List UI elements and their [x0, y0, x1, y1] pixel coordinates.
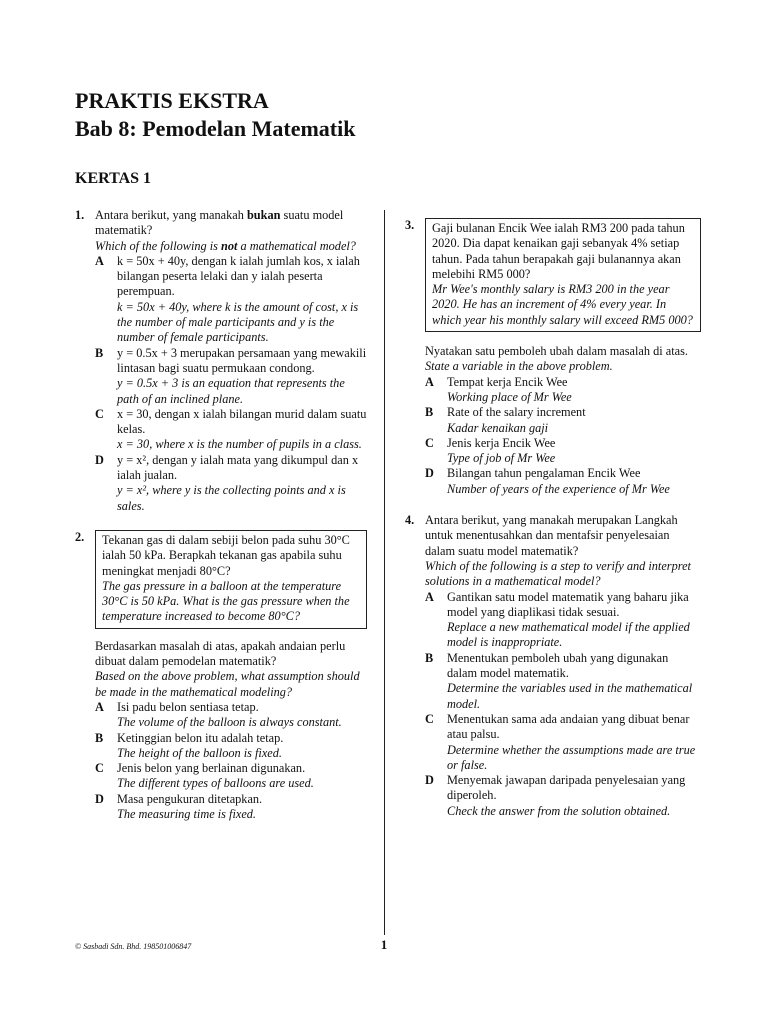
- section-heading: KERTAS 1: [75, 170, 152, 187]
- option-a[interactable]: [95, 700, 367, 731]
- option-text-ms: x = 30, dengan x ialah bilangan murid dalam suatu kelas.: [117, 406, 367, 437]
- option-b[interactable]: [425, 651, 701, 712]
- option-d[interactable]: [425, 773, 701, 819]
- option-text-ms: Jenis kerja Encik Wee: [447, 435, 556, 450]
- question-number: 1.: [75, 208, 85, 222]
- question-4: [405, 513, 701, 819]
- option-text-en: Working place of Mr Wee: [447, 389, 572, 404]
- option-text-ms: Jenis belon yang berlainan digunakan.: [117, 761, 306, 776]
- option-text-ms: y = 0.5x + 3 merupakan persamaan yang mewakili lintasan bagi suatu permukaan condong.: [117, 345, 367, 375]
- copyright-footer: © Sasbadi Sdn. Bhd. 198501006847: [75, 942, 192, 951]
- question-number: 3.: [405, 218, 415, 232]
- option-letter: C: [425, 711, 434, 726]
- question-2: [75, 530, 367, 822]
- option-letter: B: [95, 730, 104, 745]
- option-letter: A: [425, 589, 434, 604]
- left-column: [75, 208, 367, 822]
- option-text-en: y = x², where y is the collecting points and x is sales.: [117, 483, 346, 513]
- option-text-en: Determine whether the assumptions made are true or false.: [447, 742, 696, 772]
- option-text-ms: Ketinggian belon itu adalah tetap.: [117, 730, 284, 745]
- option-b[interactable]: [95, 731, 367, 762]
- question-stem-en: State a variable in the above problem.: [425, 359, 613, 374]
- question-stem-en: Which of the following is a step to verify and interpret solutions in a mathematical model?: [425, 558, 691, 589]
- option-letter: D: [95, 452, 104, 467]
- option-letter: B: [425, 650, 434, 665]
- question-stem-ms: Berdasarkan masalah di atas, apakah andaian perlu dibuat dalam pemodelan matematik?: [95, 638, 346, 669]
- option-letter: D: [95, 791, 104, 806]
- option-text-en: Determine the variables used in the mathematical model.: [447, 681, 693, 711]
- option-b[interactable]: [425, 405, 701, 436]
- option-letter: C: [425, 435, 434, 450]
- problem-text-en: Mr Wee's monthly salary is RM3 200 in the year 2020. He has an increment of 4% every year. In which year his monthly salary will exceed RM5 000?: [432, 282, 693, 327]
- option-text-ms: Rate of the salary increment: [447, 405, 586, 420]
- question-number: 2.: [75, 529, 85, 544]
- option-c[interactable]: [425, 712, 701, 773]
- option-d[interactable]: [95, 792, 367, 823]
- option-a[interactable]: [95, 254, 367, 346]
- option-text-en: The height of the balloon is fixed.: [117, 745, 282, 760]
- chapter-title: Bab 8: Pemodelan Matematik: [75, 116, 356, 141]
- question-3: [405, 218, 701, 497]
- option-text-en: y = 0.5x + 3 is an equation that represents the path of an inclined plane.: [117, 376, 345, 406]
- option-letter: B: [425, 405, 434, 420]
- option-text-ms: Gantikan satu model matematik yang baharu jika model yang diaplikasi tidak sesuai.: [447, 589, 689, 619]
- problem-text-ms: Gaji bulanan Encik Wee ialah RM3 200 pada tahun 2020. Dia dapat kenaikan gaji sebanyak 4% setiap tahun. Pada tahun berapakah gaji bulanannya akan melebihi RM5 000?: [432, 221, 685, 281]
- option-c[interactable]: [95, 761, 367, 792]
- option-text-ms: Masa pengukuran ditetapkan.: [117, 791, 263, 806]
- right-column: [405, 208, 701, 819]
- option-a[interactable]: [425, 590, 701, 651]
- option-text-en: The different types of balloons are used.: [117, 776, 314, 791]
- option-letter: D: [425, 773, 434, 788]
- option-text-en: x = 30, where x is the number of pupils in a class.: [117, 437, 362, 452]
- option-text-ms: Bilangan tahun pengalaman Encik Wee: [447, 466, 641, 481]
- option-text-ms: Isi padu belon sentiasa tetap.: [117, 699, 259, 714]
- problem-text-en: The gas pressure in a balloon at the temperature 30°C is 50 kPa. What is the gas pressure when the temperature increased to become 80°C?: [102, 578, 350, 624]
- option-text-en: The measuring time is fixed.: [117, 806, 257, 821]
- question-stem-ms: Nyatakan satu pemboleh ubah dalam masalah di atas.: [425, 344, 688, 359]
- option-letter: D: [425, 466, 434, 481]
- question-stem-en: Which of the following is not a mathematical model?: [95, 238, 356, 253]
- option-text-en: Type of job of Mr Wee: [447, 451, 556, 466]
- option-c[interactable]: [425, 436, 701, 467]
- option-letter: A: [95, 253, 104, 268]
- option-text-ms: y = x², dengan y ialah mata yang dikumpul dan x ialah jualan.: [117, 452, 359, 483]
- option-text-en: Replace a new mathematical model if the applied model is inappropriate.: [447, 620, 690, 650]
- option-text-ms: Tempat kerja Encik Wee: [447, 374, 568, 389]
- option-letter: C: [95, 761, 104, 776]
- option-letter: C: [95, 406, 104, 421]
- option-text-en: Kadar kenaikan gaji: [447, 420, 549, 435]
- option-c[interactable]: [95, 407, 367, 453]
- option-letter: A: [425, 374, 434, 389]
- page-title: PRAKTIS EKSTRA: [75, 88, 269, 113]
- option-a[interactable]: [425, 375, 701, 406]
- question-stem-ms: Antara berikut, yang manakah bukan suatu model matematik?: [95, 208, 344, 238]
- option-text-en: k = 50x + 40y, where k is the amount of cost, x is the number of male participants and y is the number of female participants.: [117, 299, 359, 345]
- column-divider: [384, 210, 385, 935]
- problem-text-ms: Tekanan gas di dalam sebiji belon pada suhu 30°C ialah 50 kPa. Berapkah tekanan gas apabila suhu meningkat menjadi 80°C?: [102, 532, 350, 578]
- question-stem-ms: Antara berikut, yang manakah merupakan Langkah untuk menentusahkan dan mentafsir penyelesaian dalam suatu model matematik?: [425, 513, 678, 558]
- problem-box: [95, 530, 367, 629]
- option-text-ms: k = 50x + 40y, dengan k ialah jumlah kos, x ialah bilangan peserta lelaki dan y ialah peserta perempuan.: [117, 253, 360, 299]
- question-number: 4.: [405, 513, 415, 528]
- problem-box: [425, 218, 701, 332]
- option-text-ms: Menentukan pemboleh ubah yang digunakan dalam model matematik.: [447, 650, 669, 681]
- question-stem-en: Based on the above problem, what assumption should be made in the mathematical modeling?: [95, 669, 360, 699]
- page-number: 1: [380, 937, 388, 952]
- option-text-en: The volume of the balloon is always constant.: [117, 715, 342, 730]
- option-b[interactable]: [95, 346, 367, 407]
- option-text-en: Number of years of the experience of Mr Wee: [447, 481, 670, 496]
- question-1: [75, 208, 367, 514]
- option-letter: B: [95, 345, 104, 360]
- option-text-en: Check the answer from the solution obtained.: [447, 803, 671, 818]
- option-text-ms: Menentukan sama ada andaian yang dibuat benar atau palsu.: [447, 711, 690, 742]
- option-d[interactable]: [425, 466, 701, 497]
- option-text-ms: Menyemak jawapan daripada penyelesaian yang diperoleh.: [447, 773, 686, 803]
- option-d[interactable]: [95, 453, 367, 514]
- option-letter: A: [95, 699, 104, 714]
